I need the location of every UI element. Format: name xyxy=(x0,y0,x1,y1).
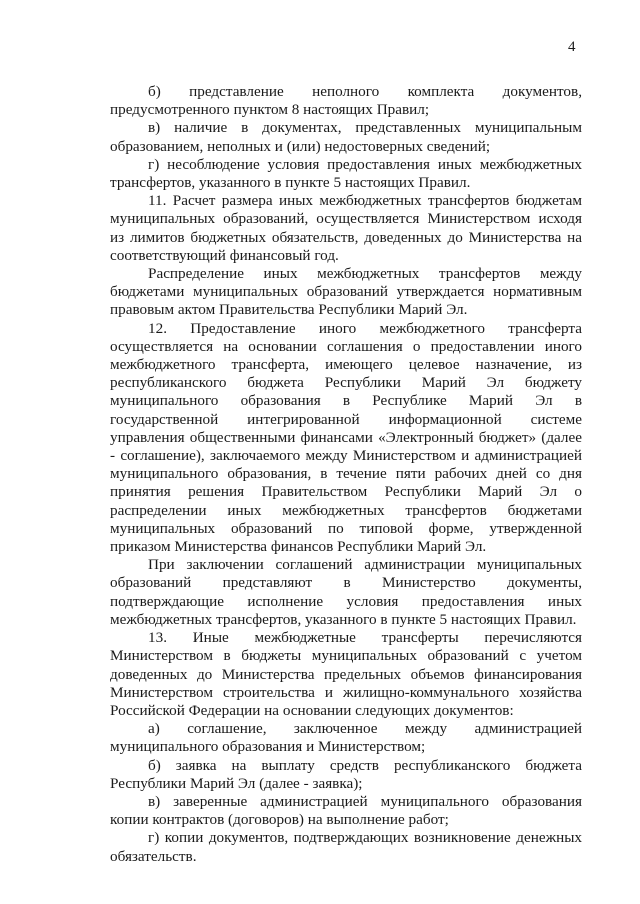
paragraph-11-calculation: 11. Расчет размера иных межбюджетных трансфертов бюджетам муниципальных образований, осуществляется Министерством исходя из лимитов бюджетных обязательств, доведенных до Министерства на соответствующий финансовый год. xyxy=(110,192,582,264)
paragraph-g-condition-not-met: г) несоблюдение условия предоставления иных межбюджетных трансфертов, указанного в пункте 5 настоящих Правил. xyxy=(110,155,582,192)
list-item-g-obligations: г) копии документов, подтверждающих возникновение денежных обязательств. xyxy=(110,829,582,865)
list-item-b-application: б) заявка на выплату средств республиканского бюджета Республики Марий Эл (далее - заявка); xyxy=(110,756,582,792)
list-item-a-agreement: а) соглашение, заключенное между администрацией муниципального образования и Министерством; xyxy=(110,720,582,756)
page-number: 4 xyxy=(568,39,576,55)
list-item-v-contracts: в) заверенные администрацией муниципального образования копии контрактов (договоров) на выполнение работ; xyxy=(110,792,582,829)
paragraph-13-transfers: 13. Иные межбюджетные трансферты перечисляются Министерством в бюджеты муниципальных образований с учетом доведенных до Министерства предельных объемов финансирования Министерством строительства и жилищно-коммунального хозяйства Российской Федерации на основании следующих документов: xyxy=(110,629,582,719)
paragraph-agreement-documents: При заключении соглашений администрации муниципальных образований представляют в Министерство документы, подтверждающие исполнение условия предоставления иных межбюджетных трансфертов, указанного в пункте 5 настоящих Правил. xyxy=(110,556,582,628)
paragraph-distribution: Распределение иных межбюджетных трансфертов между бюджетами муниципальных образований утверждается нормативным правовым актом Правительства Республики Марий Эл. xyxy=(110,265,582,319)
paragraph-b-incomplete-documents: б) представление неполного комплекта документов, предусмотренного пунктом 8 настоящих Правил; xyxy=(110,83,582,119)
paragraph-v-incorrect-information: в) наличие в документах, представленных муниципальным образованием, неполных и (или) недостоверных сведений; xyxy=(110,119,582,155)
paragraph-12-agreement: 12. Предоставление иного межбюджетного трансферта осуществляется на основании соглашения о предоставлении иного межбюджетного трансферта, имеющего целевое назначение, из республиканского бюджета Республики Марий Эл бюджету муниципального образования в Республике Марий Эл в государственной интегрированной информационной системе управления общественными финансами «Электронный бюджет» (далее - соглашение), заключаемого между Министерством и администрацией муниципального образования, в течение пяти рабочих дней со дня принятия решения Правительством Республики Марий Эл о распределении иных межбюджетных трансфертов бюджетами муниципальных образований по типовой форме, утвержденной приказом Министерства финансов Республики Марий Эл. xyxy=(110,319,582,556)
document-body xyxy=(110,83,582,866)
